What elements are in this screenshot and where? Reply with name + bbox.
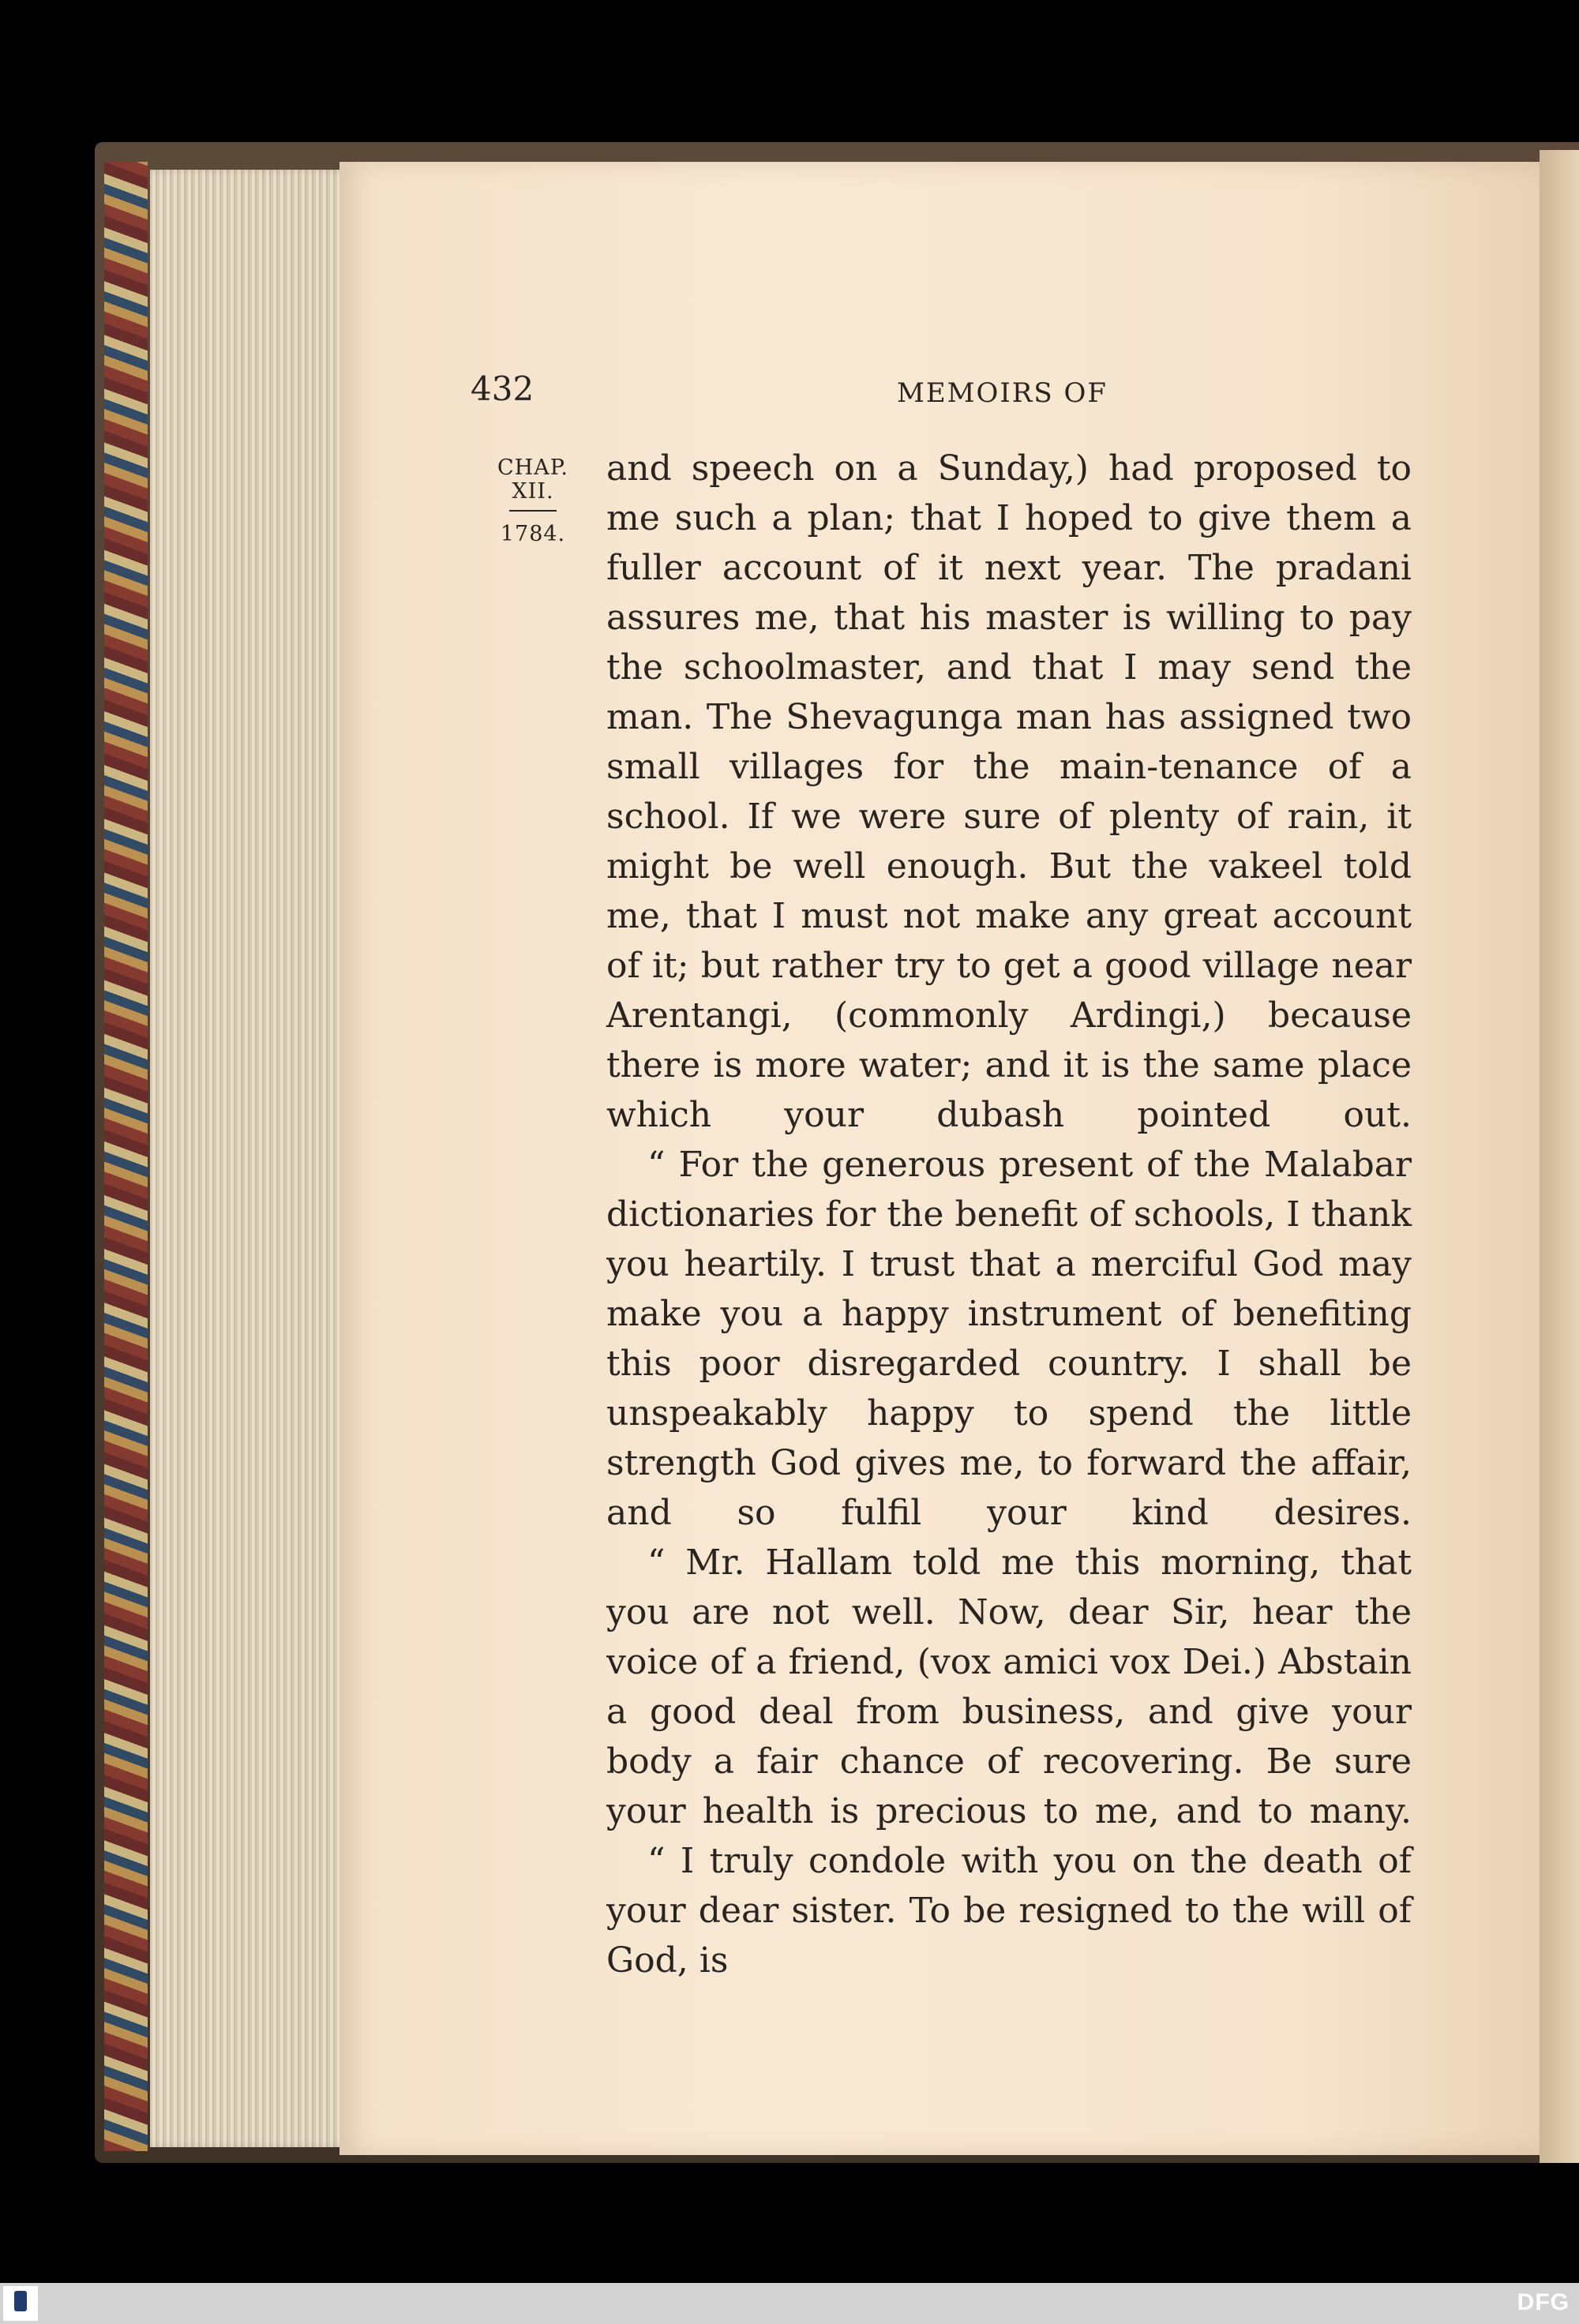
margin-note [489, 456, 576, 546]
page-number: 432 [471, 369, 534, 408]
body-text [606, 444, 1412, 1985]
margin-year: 1784. [500, 522, 566, 546]
marbled-edge [104, 162, 148, 2151]
paragraph: “ Mr. Hallam told me this morning, that you are not well. Now, dear Sir, hear the voice of a friend, (vox amici vox Dei.) Abstain a good deal from business, and give your body a fair chance of recovering. Be sure your health is precious to me, and to many. [606, 1542, 1412, 1831]
chapter-label: CHAP. [497, 455, 568, 480]
paragraph: and speech on a Sunday,) had proposed to me such a plan; that I hoped to give them a fuller account of it next year. The pradani assures me, that his master is willing to pay the schoolmaster, and that I may send the man. The Shevagunga man has assigned two small villages for the main-tenance of a school. If we were sure of plenty of rain, it might be well enough. But the vakeel told me, that I must not make any great account of it; but rather try to get a good village near Arentangi, (commonly Ardingi,) because there is more water; and it is the same place which your dubash pointed out. [606, 448, 1412, 1135]
chapter-number: XII. [512, 479, 554, 504]
facing-page-edge [1540, 150, 1579, 2163]
viewer-footer [0, 2283, 1579, 2324]
running-head: MEMOIRS OF [897, 377, 1108, 409]
library-logo-icon [3, 2286, 38, 2321]
paragraph: “ I truly condole with you on the death of your dear sister. To be resigned to the will of God, is [606, 1841, 1412, 1981]
paragraph: “ For the generous present of the Malabar dictionaries for the benefit of schools, I thank you heartily. I trust that a merciful God may make you a happy instrument of benefiting this poor disregarded country. I shall be unspeakably happy to spend the little strength God gives me, to forward the affair, and so fulfil your kind desires. [606, 1145, 1412, 1533]
margin-rule [509, 510, 557, 512]
dfg-logo: DFG [1517, 2289, 1570, 2315]
